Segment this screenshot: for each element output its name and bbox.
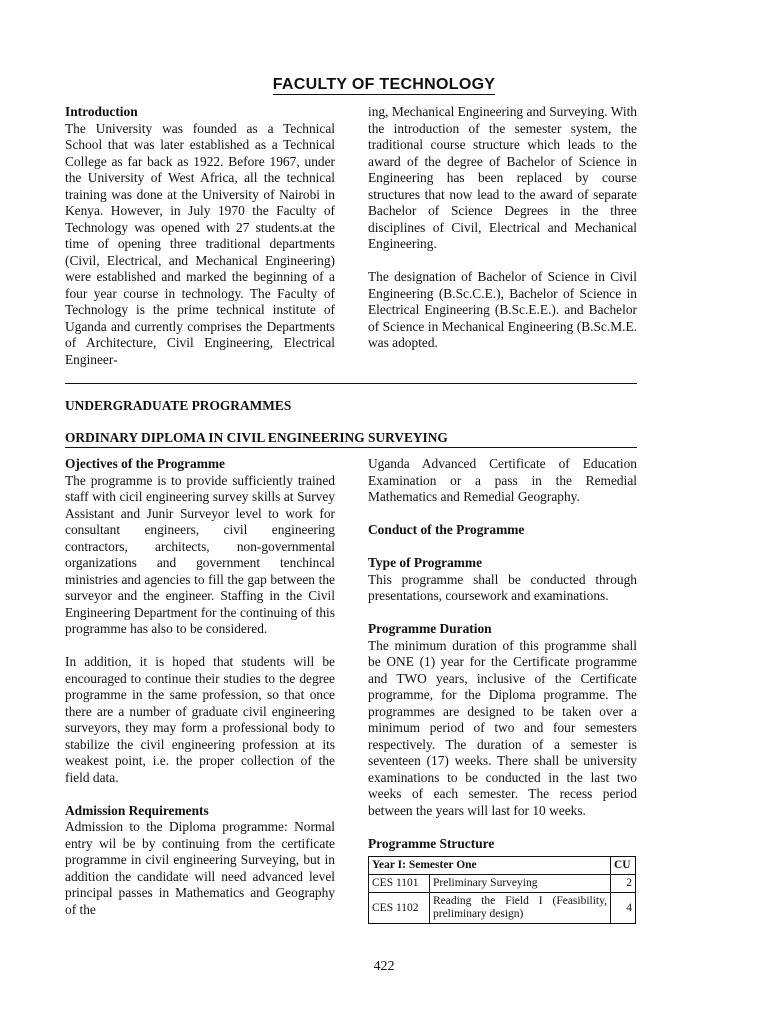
undergraduate-heading: UNDERGRADUATE PROGRAMMES	[65, 398, 292, 413]
course-name: Reading the Field I (Feasibility, preliminary design)	[430, 893, 611, 924]
course-name: Preliminary Surveying	[430, 875, 611, 893]
table-header-row	[369, 857, 636, 875]
type-heading: Type of Programme	[368, 555, 483, 570]
programme-right-column	[368, 456, 637, 924]
duration-heading: Programme Duration	[368, 621, 492, 636]
intro-right-column	[368, 104, 637, 352]
course-cu: 2	[611, 875, 636, 893]
duration-paragraph: The minimum duration of this programme shall be ONE (1) year for the Certificate programme and TWO years, inclusive of the Certificate programme, for the Diploma programme. The programmes are designed to be taken over a minimum period of two and four semesters respectively. The duration of a semester is seventeen (17) weeks. There shall be university examinations to be conducted in the last two weeks of each semester. The recess period between the years will last for 10 weeks.	[368, 637, 637, 818]
page-title: FACULTY OF TECHNOLOGY	[272, 76, 496, 93]
intro-paragraph-right: ing, Mechanical Engineering and Surveying. With the introduction of the semester system, the traditional course structure which leads to the award of the degree of Bachelor of Science in Engineering has been replaced by course structures that now lead to the award of separate Bachelor of Science Degrees in the three disciplines of Civil, Electrical and Mechanical Engineering.	[368, 104, 637, 251]
admission-paragraph: Admission to the Diploma programme: Normal entry wil be by continuing from the certificate programme in civil engineering Surveying, but in addition the candidate will need advanced level principal passes in Mathematics and Geography of the	[65, 819, 335, 917]
objectives-paragraph-1: The programme is to provide sufficiently trained staff with cicil engineering survey skills at Survey Assistant and Junir Surveyor level to work for consultant engineers, civil engineering contractors, architects, non-governmental organizations and government tenchincal ministries and agencies to fill the gap between the surveyor and the engineer. Staffing in the Civil Engineering Department for the continuing of this programme has also to be considered.	[65, 472, 335, 636]
course-code: CES 1101	[369, 875, 430, 893]
diploma-heading-rule	[65, 447, 637, 448]
intro-left-column	[65, 104, 335, 368]
conduct-heading: Conduct of the Programme	[368, 522, 525, 537]
objectives-heading: Ojectives of the Programme	[65, 456, 226, 471]
programme-structure-table	[368, 856, 636, 924]
intro-paragraph-left: The University was founded as a Technical School that was later established as a Technical College as far back as 1922. Before 1967, under the University of West Africa, all the technical training was done at the University of Nairobi in Kenya. However, in July 1970 the Faculty of Technology was opened with 27 students.at the time of opening three traditional departments (Civil, Electrical, and Mechanical Engineering) were established and marked the beginning of a four year course in technology. The Faculty of Technology is the prime technical institute of Uganda and currently comprises the Departments of Architecture, Civil Engineering, Electrical Engineer-	[65, 120, 335, 367]
programme-left-column	[65, 456, 335, 918]
table-row	[369, 875, 636, 893]
diploma-heading: ORDINARY DIPLOMA IN CIVIL ENGINEERING SURVEYING	[65, 430, 448, 445]
course-code: CES 1102	[369, 893, 430, 924]
intro-heading: Introduction	[65, 104, 138, 119]
cu-header: CU	[611, 857, 636, 875]
section-divider	[65, 383, 637, 384]
admission-paragraph-continued: Uganda Advanced Certificate of Education Examination or a pass in the Remedial Mathematics and Remedial Geography.	[368, 456, 637, 504]
course-cu: 4	[611, 893, 636, 924]
intro-designation-paragraph: The designation of Bachelor of Science in Civil Engineering (B.Sc.C.E.), Bachelor of Science in Electrical Engineering (B.Sc.E.E.). and Bachelor of Science in Mechanical Engineering (B.Sc.M.E. was adopted.	[368, 269, 637, 350]
objectives-paragraph-2: In addition, it is hoped that students will be encouraged to continue their studies to the degree programme in the same profession, so that once there are a number of graduate civil engineering surveyors, they may form a professional body to stabilize the civil engineering profession at its weakest point, i.e. the proper collection of the field data.	[65, 654, 335, 785]
page-number: 422	[373, 959, 395, 974]
structure-heading: Programme Structure	[368, 835, 495, 851]
table-row	[369, 893, 636, 924]
type-paragraph: This programme shall be conducted through presentations, coursework and examinations.	[368, 571, 637, 603]
semester-header: Year I: Semester One	[369, 857, 611, 875]
admission-heading: Admission Requirements	[65, 802, 209, 818]
